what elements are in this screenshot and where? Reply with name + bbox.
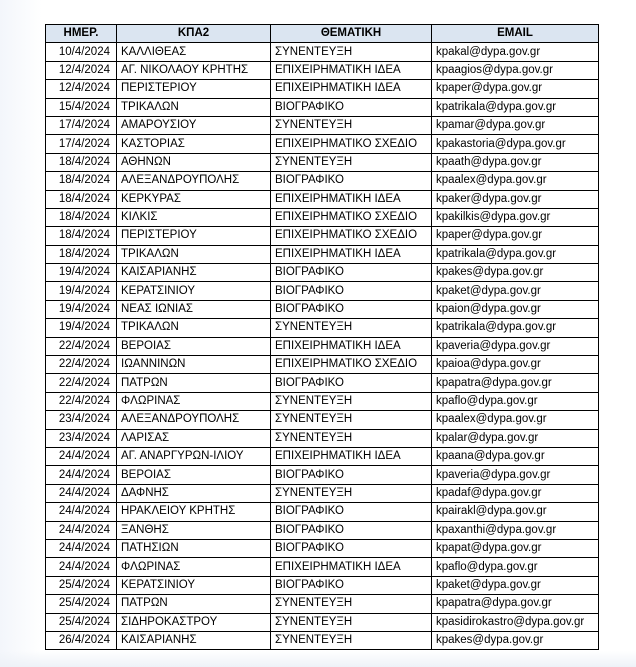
- cell-kpa: ΚΙΛΚΙΣ: [117, 208, 271, 226]
- schedule-table: [45, 24, 599, 650]
- cell-date: 18/4/2024: [46, 208, 117, 226]
- cell-theme: ΕΠΙΧΕΙΡΗΜΑΤΙΚΗ ΙΔΕΑ: [271, 337, 432, 355]
- cell-kpa: ΦΛΩΡΙΝΑΣ: [117, 558, 271, 576]
- cell-date: 24/4/2024: [46, 521, 117, 539]
- cell-email: kpakes@dypa.gov.gr: [432, 264, 599, 282]
- cell-date: 15/4/2024: [46, 98, 117, 116]
- cell-date: 25/4/2024: [46, 613, 117, 631]
- table-row: [46, 374, 599, 392]
- table-row: [46, 245, 599, 263]
- cell-email: kpapat@dypa.gov.gr: [432, 539, 599, 557]
- header-kpa: ΚΠΑ2: [117, 25, 271, 43]
- table-row: [46, 503, 599, 521]
- cell-theme: ΕΠΙΧΕΙΡΗΜΑΤΙΚΗ ΙΔΕΑ: [271, 80, 432, 98]
- table-row: [46, 429, 599, 447]
- cell-theme: ΣΥΝΕΝΤΕΥΞΗ: [271, 613, 432, 631]
- cell-date: 24/4/2024: [46, 466, 117, 484]
- cell-date: 24/4/2024: [46, 558, 117, 576]
- cell-kpa: ΚΑΙΣΑΡΙΑΝΗΣ: [117, 631, 271, 649]
- cell-theme: ΒΙΟΓΡΑΦΙΚΟ: [271, 466, 432, 484]
- cell-email: kpaveria@dypa.gov.gr: [432, 337, 599, 355]
- cell-theme: ΣΥΝΕΝΤΕΥΞΗ: [271, 429, 432, 447]
- cell-date: 12/4/2024: [46, 80, 117, 98]
- table-row: [46, 208, 599, 226]
- cell-email: kpapatra@dypa.gov.gr: [432, 374, 599, 392]
- cell-date: 18/4/2024: [46, 227, 117, 245]
- cell-theme: ΣΥΝΕΝΤΕΥΞΗ: [271, 631, 432, 649]
- cell-date: 23/4/2024: [46, 429, 117, 447]
- cell-kpa: ΚΕΡΑΤΣΙΝΙΟΥ: [117, 576, 271, 594]
- cell-email: kpatrikala@dypa.gov.gr: [432, 245, 599, 263]
- table-row: [46, 43, 599, 61]
- cell-email: kpaper@dypa.gov.gr: [432, 80, 599, 98]
- header-email: EMAIL: [432, 25, 599, 43]
- cell-kpa: ΠΑΤΗΣΙΩΝ: [117, 539, 271, 557]
- table-row: [46, 172, 599, 190]
- cell-email: kpatrikala@dypa.gov.gr: [432, 319, 599, 337]
- cell-theme: ΒΙΟΓΡΑΦΙΚΟ: [271, 539, 432, 557]
- cell-theme: ΒΙΟΓΡΑΦΙΚΟ: [271, 503, 432, 521]
- table-header: [46, 25, 599, 43]
- cell-kpa: ΔΑΦΝΗΣ: [117, 484, 271, 502]
- cell-date: 23/4/2024: [46, 411, 117, 429]
- cell-email: kpairakl@dypa.gov.gr: [432, 503, 599, 521]
- cell-kpa: ΒΕΡΟΙΑΣ: [117, 337, 271, 355]
- cell-theme: ΕΠΙΧΕΙΡΗΜΑΤΙΚΟ ΣΧΕΔΙΟ: [271, 227, 432, 245]
- cell-email: kpaflo@dypa.gov.gr: [432, 392, 599, 410]
- table-row: [46, 595, 599, 613]
- cell-email: kpaioa@dypa.gov.gr: [432, 356, 599, 374]
- cell-theme: ΕΠΙΧΕΙΡΗΜΑΤΙΚΗ ΙΔΕΑ: [271, 61, 432, 79]
- cell-email: kpaath@dypa.gov.gr: [432, 153, 599, 171]
- table-row: [46, 61, 599, 79]
- table-row: [46, 282, 599, 300]
- cell-date: 26/4/2024: [46, 631, 117, 649]
- cell-email: kpatrikala@dypa.gov.gr: [432, 98, 599, 116]
- cell-kpa: ΑΓ. ΑΝΑΡΓΥΡΩΝ-ΙΛΙΟΥ: [117, 447, 271, 465]
- cell-email: kpaion@dypa.gov.gr: [432, 300, 599, 318]
- cell-theme: ΣΥΝΕΝΤΕΥΞΗ: [271, 484, 432, 502]
- cell-theme: ΣΥΝΕΝΤΕΥΞΗ: [271, 319, 432, 337]
- table-row: [46, 153, 599, 171]
- cell-date: 18/4/2024: [46, 172, 117, 190]
- cell-date: 24/4/2024: [46, 503, 117, 521]
- table-row: [46, 190, 599, 208]
- cell-kpa: ΣΙΔΗΡΟΚΑΣΤΡΟΥ: [117, 613, 271, 631]
- cell-kpa: ΠΕΡΙΣΤΕΡΙΟΥ: [117, 80, 271, 98]
- cell-email: kpalar@dypa.gov.gr: [432, 429, 599, 447]
- table-row: [46, 227, 599, 245]
- cell-email: kpapatra@dypa.gov.gr: [432, 595, 599, 613]
- cell-date: 12/4/2024: [46, 61, 117, 79]
- cell-kpa: ΑΓ. ΝΙΚΟΛΑΟΥ ΚΡΗΤΗΣ: [117, 61, 271, 79]
- cell-date: 24/4/2024: [46, 484, 117, 502]
- cell-theme: ΣΥΝΕΝΤΕΥΞΗ: [271, 595, 432, 613]
- cell-date: 22/4/2024: [46, 392, 117, 410]
- cell-date: 18/4/2024: [46, 190, 117, 208]
- cell-kpa: ΠΑΤΡΩΝ: [117, 374, 271, 392]
- table-row: [46, 116, 599, 134]
- cell-theme: ΕΠΙΧΕΙΡΗΜΑΤΙΚΗ ΙΔΕΑ: [271, 190, 432, 208]
- cell-email: kpaana@dypa.gov.gr: [432, 447, 599, 465]
- cell-email: kpaxanthi@dypa.gov.gr: [432, 521, 599, 539]
- bottom-decor-band: [0, 651, 636, 667]
- cell-theme: ΕΠΙΧΕΙΡΗΜΑΤΙΚΟ ΣΧΕΔΙΟ: [271, 208, 432, 226]
- cell-theme: ΣΥΝΕΝΤΕΥΞΗ: [271, 392, 432, 410]
- cell-theme: ΒΙΟΓΡΑΦΙΚΟ: [271, 521, 432, 539]
- cell-kpa: ΛΑΡΙΣΑΣ: [117, 429, 271, 447]
- cell-kpa: ΙΩΑΝΝΙΝΩΝ: [117, 356, 271, 374]
- cell-kpa: ΞΑΝΘΗΣ: [117, 521, 271, 539]
- table-row: [46, 521, 599, 539]
- cell-date: 19/4/2024: [46, 300, 117, 318]
- cell-email: kpasidirokastro@dypa.gov.gr: [432, 613, 599, 631]
- cell-kpa: ΑΜΑΡΟΥΣΙΟΥ: [117, 116, 271, 134]
- cell-theme: ΕΠΙΧΕΙΡΗΜΑΤΙΚΟ ΣΧΕΔΙΟ: [271, 135, 432, 153]
- table-row: [46, 392, 599, 410]
- cell-theme: ΣΥΝΕΝΤΕΥΞΗ: [271, 43, 432, 61]
- cell-kpa: ΠΕΡΙΣΤΕΡΙΟΥ: [117, 227, 271, 245]
- table-row: [46, 80, 599, 98]
- cell-kpa: ΤΡΙΚΑΛΩΝ: [117, 245, 271, 263]
- cell-theme: ΒΙΟΓΡΑΦΙΚΟ: [271, 98, 432, 116]
- cell-date: 18/4/2024: [46, 153, 117, 171]
- cell-date: 19/4/2024: [46, 264, 117, 282]
- cell-theme: ΒΙΟΓΡΑΦΙΚΟ: [271, 300, 432, 318]
- cell-kpa: ΑΛΕΞΑΝΔΡΟΥΠΟΛΗΣ: [117, 172, 271, 190]
- cell-date: 17/4/2024: [46, 135, 117, 153]
- cell-theme: ΣΥΝΕΝΤΕΥΞΗ: [271, 116, 432, 134]
- cell-kpa: ΚΑΣΤΟΡΙΑΣ: [117, 135, 271, 153]
- cell-email: kpaper@dypa.gov.gr: [432, 227, 599, 245]
- cell-kpa: ΝΕΑΣ ΙΩΝΙΑΣ: [117, 300, 271, 318]
- table-row: [46, 411, 599, 429]
- cell-date: 22/4/2024: [46, 356, 117, 374]
- cell-theme: ΒΙΟΓΡΑΦΙΚΟ: [271, 264, 432, 282]
- cell-email: kpaket@dypa.gov.gr: [432, 576, 599, 594]
- cell-email: kpaflo@dypa.gov.gr: [432, 558, 599, 576]
- cell-kpa: ΗΡΑΚΛΕΙΟΥ ΚΡΗΤΗΣ: [117, 503, 271, 521]
- cell-theme: ΒΙΟΓΡΑΦΙΚΟ: [271, 172, 432, 190]
- cell-email: kpaagios@dypa.gov.gr: [432, 61, 599, 79]
- table-row: [46, 264, 599, 282]
- table-row: [46, 631, 599, 649]
- table-row: [46, 558, 599, 576]
- cell-theme: ΣΥΝΕΝΤΕΥΞΗ: [271, 411, 432, 429]
- left-decor-band: [0, 0, 42, 667]
- cell-kpa: ΚΕΡΑΤΣΙΝΙΟΥ: [117, 282, 271, 300]
- table-row: [46, 447, 599, 465]
- cell-kpa: ΚΑΙΣΑΡΙΑΝΗΣ: [117, 264, 271, 282]
- cell-kpa: ΤΡΙΚΑΛΩΝ: [117, 98, 271, 116]
- cell-kpa: ΒΕΡΟΙΑΣ: [117, 466, 271, 484]
- cell-theme: ΒΙΟΓΡΑΦΙΚΟ: [271, 576, 432, 594]
- cell-theme: ΣΥΝΕΝΤΕΥΞΗ: [271, 153, 432, 171]
- table-row: [46, 356, 599, 374]
- table-row: [46, 319, 599, 337]
- cell-date: 24/4/2024: [46, 539, 117, 557]
- table-row: [46, 576, 599, 594]
- cell-date: 22/4/2024: [46, 374, 117, 392]
- cell-theme: ΒΙΟΓΡΑΦΙΚΟ: [271, 374, 432, 392]
- cell-date: 17/4/2024: [46, 116, 117, 134]
- cell-kpa: ΠΑΤΡΩΝ: [117, 595, 271, 613]
- cell-theme: ΕΠΙΧΕΙΡΗΜΑΤΙΚΗ ΙΔΕΑ: [271, 447, 432, 465]
- table-row: [46, 484, 599, 502]
- cell-theme: ΕΠΙΧΕΙΡΗΜΑΤΙΚΟ ΣΧΕΔΙΟ: [271, 356, 432, 374]
- table-row: [46, 613, 599, 631]
- cell-email: kpamar@dypa.gov.gr: [432, 116, 599, 134]
- table-row: [46, 135, 599, 153]
- cell-email: kpakal@dypa.gov.gr: [432, 43, 599, 61]
- cell-date: 19/4/2024: [46, 319, 117, 337]
- cell-kpa: ΚΕΡΚΥΡΑΣ: [117, 190, 271, 208]
- cell-date: 24/4/2024: [46, 447, 117, 465]
- cell-email: kpaalex@dypa.gov.gr: [432, 172, 599, 190]
- cell-date: 10/4/2024: [46, 43, 117, 61]
- header-theme: ΘΕΜΑΤΙΚΗ: [271, 25, 432, 43]
- cell-kpa: ΑΛΕΞΑΝΔΡΟΥΠΟΛΗΣ: [117, 411, 271, 429]
- table-body: [46, 43, 599, 650]
- table-row: [46, 539, 599, 557]
- cell-email: kpaalex@dypa.gov.gr: [432, 411, 599, 429]
- table-row: [46, 466, 599, 484]
- cell-theme: ΕΠΙΧΕΙΡΗΜΑΤΙΚΗ ΙΔΕΑ: [271, 558, 432, 576]
- table-row: [46, 300, 599, 318]
- cell-email: kpaveria@dypa.gov.gr: [432, 466, 599, 484]
- cell-date: 18/4/2024: [46, 245, 117, 263]
- cell-date: 22/4/2024: [46, 337, 117, 355]
- cell-date: 25/4/2024: [46, 576, 117, 594]
- header-row: [46, 25, 599, 43]
- cell-email: kpaket@dypa.gov.gr: [432, 282, 599, 300]
- cell-email: kpakastoria@dypa.gov.gr: [432, 135, 599, 153]
- cell-kpa: ΦΛΩΡΙΝΑΣ: [117, 392, 271, 410]
- cell-date: 19/4/2024: [46, 282, 117, 300]
- cell-theme: ΒΙΟΓΡΑΦΙΚΟ: [271, 282, 432, 300]
- table-row: [46, 98, 599, 116]
- cell-kpa: ΚΑΛΛΙΘΕΑΣ: [117, 43, 271, 61]
- cell-kpa: ΑΘΗΝΩΝ: [117, 153, 271, 171]
- cell-kpa: ΤΡΙΚΑΛΩΝ: [117, 319, 271, 337]
- table-row: [46, 337, 599, 355]
- header-date: ΗΜΕΡ.: [46, 25, 117, 43]
- cell-email: kpakilkis@dypa.gov.gr: [432, 208, 599, 226]
- cell-date: 25/4/2024: [46, 595, 117, 613]
- cell-theme: ΕΠΙΧΕΙΡΗΜΑΤΙΚΗ ΙΔΕΑ: [271, 245, 432, 263]
- cell-email: kpaker@dypa.gov.gr: [432, 190, 599, 208]
- cell-email: kpadaf@dypa.gov.gr: [432, 484, 599, 502]
- cell-email: kpakes@dypa.gov.gr: [432, 631, 599, 649]
